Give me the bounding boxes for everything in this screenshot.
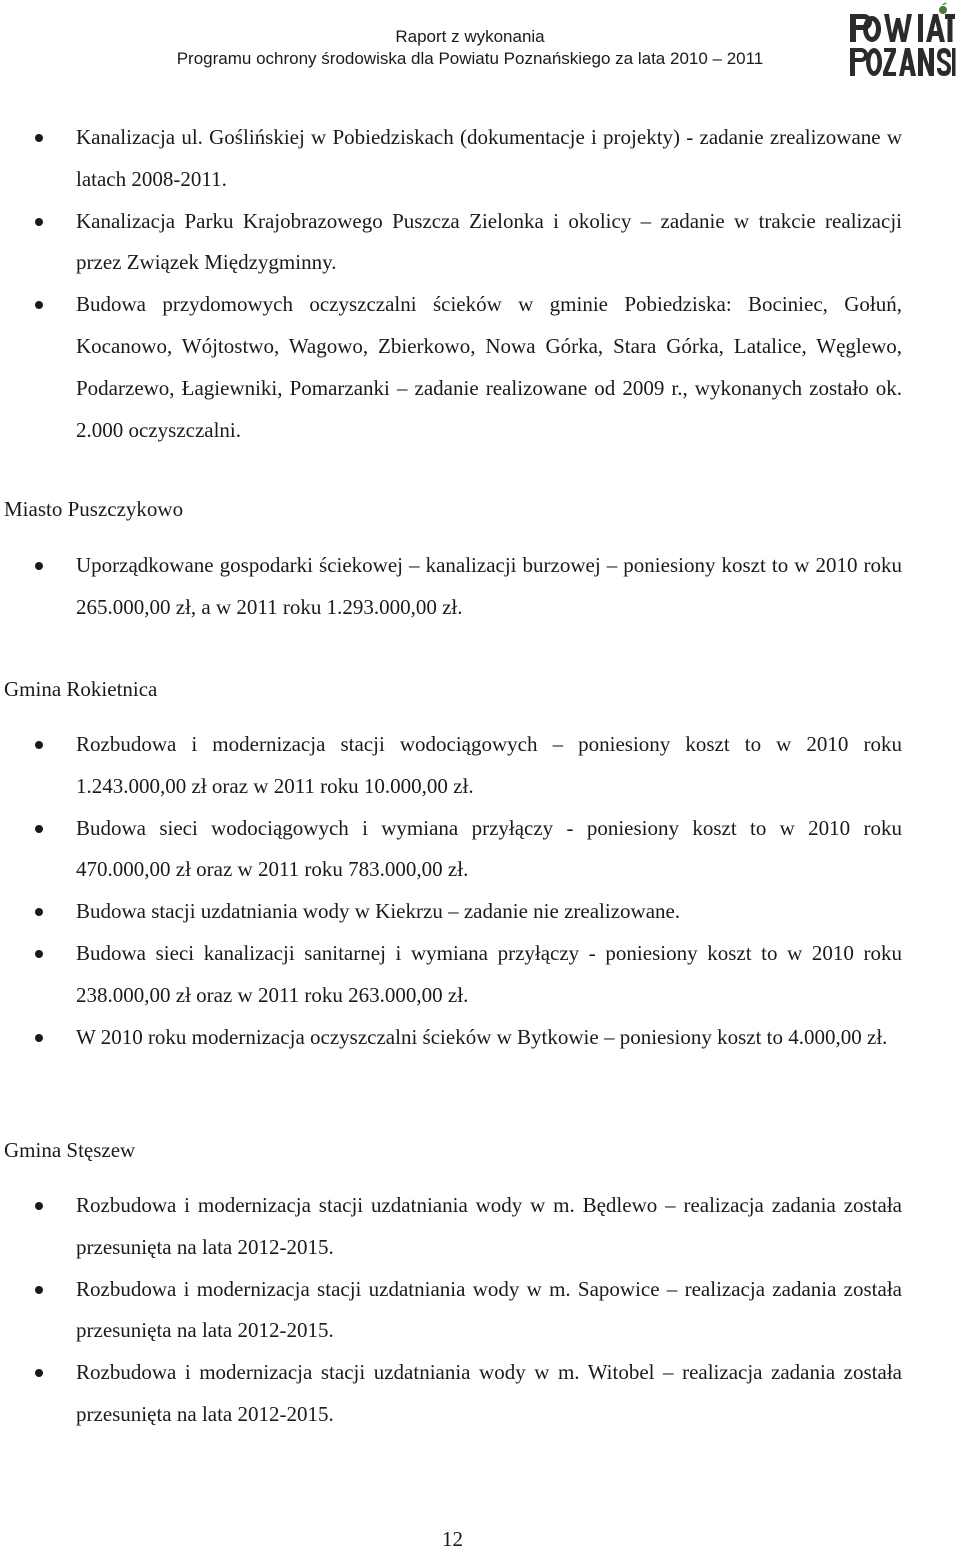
- steszew-list: [0, 1185, 960, 1436]
- list-item: Rozbudowa i modernizacja stacji wodociągowych – poniesiony koszt to w 2010 roku 1.243.000,00 zł oraz w 2011 roku 10.000,00 zł.: [0, 724, 960, 808]
- list-item: Rozbudowa i modernizacja stacji uzdatniania wody w m. Sapowice – realizacja zadania została przesunięta na lata 2012-2015.: [0, 1269, 960, 1353]
- list-item: Kanalizacja Parku Krajobrazowego Puszcza Zielonka i okolicy – zadanie w trakcie realizacji przez Związek Międzygminny.: [0, 201, 960, 285]
- list-item: Budowa stacji uzdatniania wody w Kiekrzu – zadanie nie zrealizowane.: [0, 891, 960, 933]
- list-item: W 2010 roku modernizacja oczyszczalni ścieków w Bytkowie – poniesiony koszt to 4.000,00 zł.: [0, 1017, 960, 1059]
- page-header: [0, 0, 960, 90]
- report-subtitle: Programu ochrony środowiska dla Powiatu Poznańskiego za lata 2010 – 2011: [176, 49, 764, 68]
- header-titles: [140, 26, 800, 70]
- report-title: Raport z wykonania: [395, 27, 545, 46]
- list-item: Uporządkowane gospodarki ściekowej – kanalizacji burzowej – poniesiony koszt to w 2010 roku 265.000,00 zł, a w 2011 roku 1.293.000,00 zł.: [0, 545, 960, 629]
- list-item: Kanalizacja ul. Goślińskiej w Pobiedziskach (dokumentacje i projekty) - zadanie zrealizowane w latach 2008-2011.: [0, 117, 960, 201]
- list-item: Budowa sieci wodociągowych i wymiana przyłączy - poniesiony koszt to w 2010 roku 470.000,00 zł oraz w 2011 roku 783.000,00 zł.: [0, 808, 960, 892]
- section-heading-rokietnica: Gmina Rokietnica: [4, 677, 158, 701]
- list-item: Budowa przydomowych oczyszczalni ścieków w gminie Pobiedziska: Bociniec, Gołuń, Kocanowo, Wójtostwo, Wagowo, Zbierkowo, Nowa Górka, Stara Górka, Latalice, Węglewo, Podarzewo, Łagiewniki, Pomarzanki – zadanie realizowane od 2009 r., wykonanych zostało ok. 2.000 oczyszczalni.: [0, 284, 960, 451]
- section-heading-steszew: Gmina Stęszew: [4, 1138, 136, 1162]
- rokietnica-list: [0, 724, 960, 1058]
- section-heading-puszczykowo: Miasto Puszczykowo: [4, 497, 184, 521]
- list-item: Budowa sieci kanalizacji sanitarnej i wymiana przyłączy - poniesiony koszt to w 2010 roku 238.000,00 zł oraz w 2011 roku 263.000,00 zł.: [0, 933, 960, 1017]
- powiat-poznanski-logo: [846, 2, 956, 82]
- pobiedziska-list: [0, 117, 960, 451]
- list-item: Rozbudowa i modernizacja stacji uzdatniania wody w m. Witobel – realizacja zadania została przesunięta na lata 2012-2015.: [0, 1352, 960, 1436]
- puszczykowo-list: [0, 545, 960, 629]
- list-item: Rozbudowa i modernizacja stacji uzdatniania wody w m. Będlewo – realizacja zadania została przesunięta na lata 2012-2015.: [0, 1185, 960, 1269]
- page-number: 12: [442, 1527, 463, 1551]
